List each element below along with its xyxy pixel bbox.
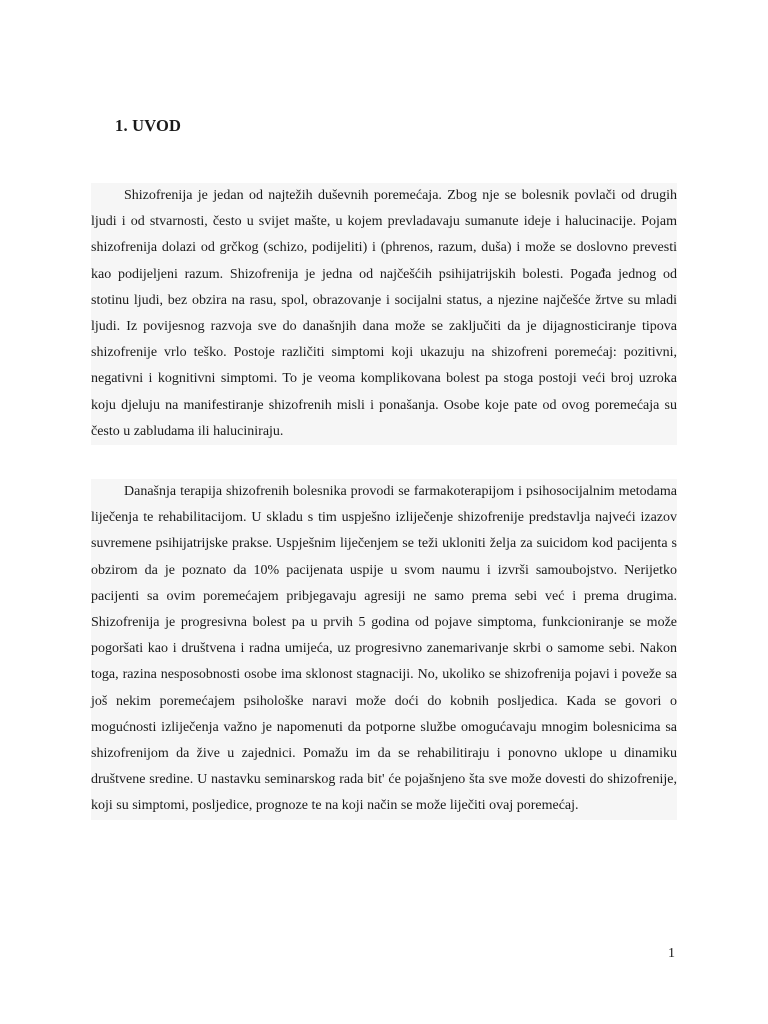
intro-paragraph-2: Današnja terapija shizofrenih bolesnika provodi se farmakoterapijom i psihosocijalnim metodama liječenja te rehabilitacijom. U skladu s tim uspješno izliječenje shizofrenije predstavlja najveći izazov suvremene psihijatrijske prakse. Uspješnim liječenjem se teži ukloniti želja za suicidom kod pacijenta s obzirom da je poznato da 10% pacijenata uspije u svom naumu i izvrši samoubojstvo. Nerijetko pacijenti sa ovim poremećajem pribjegavaju agresiji ne samo prema sebi već i prema drugima. Shizofrenija je progresivna bolest pa u prvih 5 godina od pojave simptoma, funkcioniranje se može pogoršati kao i društvena i radna umijeća, uz progresivno zanemarivanje skrbi o samome sebi. Nakon toga, razina nesposobnosti osobe ima sklonost stagnaciji. No, ukoliko se shizofrenija pojavi i poveže sa još nekim poremećajem psihološke naravi može doći do kobnih posljedica. Kada se govori o mogućnosti izliječenja važno je napomenuti da potporne službe omogućavaju mnogim bolesnicima sa shizofrenijom da žive u zajednici. Pomažu im da se rehabilitiraju i ponovno uklope u dinamiku društvene sredine. U nastavku seminarskog rada bit' će pojašnjeno šta sve može dovesti do shizofrenije, koji su simptomi, posljedice, prognoze te na koji način se može liječiti ovaj poremećaj.: [91, 479, 677, 820]
page-number: 1: [668, 946, 675, 961]
intro-paragraph-1: Shizofrenija je jedan od najtežih duševnih poremećaja. Zbog nje se bolesnik povlači od drugih ljudi i od stvarnosti, često u svijet mašte, u kojem prevladavaju sumanute ideje i halucinacije. Pojam shizofrenija dolazi od grčkog (schizo, podijeliti) i (phrenos, razum, duša) i može se doslovno prevesti kao podijeljeni razum. Shizofrenija je jedna od najčešćih psihijatrijskih bolesti. Pogađa jednog od stotinu ljudi, bez obzira na rasu, spol, obrazovanje i socijalni status, a njezine najčešće žrtve su mladi ljudi. Iz povijesnog razvoja sve do današnjih dana može se zaključiti da je dijagnosticiranje tipova shizofrenije vrlo teško. Postoje različiti simptomi koji ukazuju na shizofreni poremećaj: pozitivni, negativni i kognitivni simptomi. To je veoma komplikovana bolest pa stoga postoji veći broj uzroka koju djeluju na manifestiranje shizofrenih misli i ponašanja. Osobe koje pate od ovog poremećaja su često u zabludama ili haluciniraju.: [91, 183, 677, 445]
section-heading: 1. UVOD: [115, 116, 182, 135]
